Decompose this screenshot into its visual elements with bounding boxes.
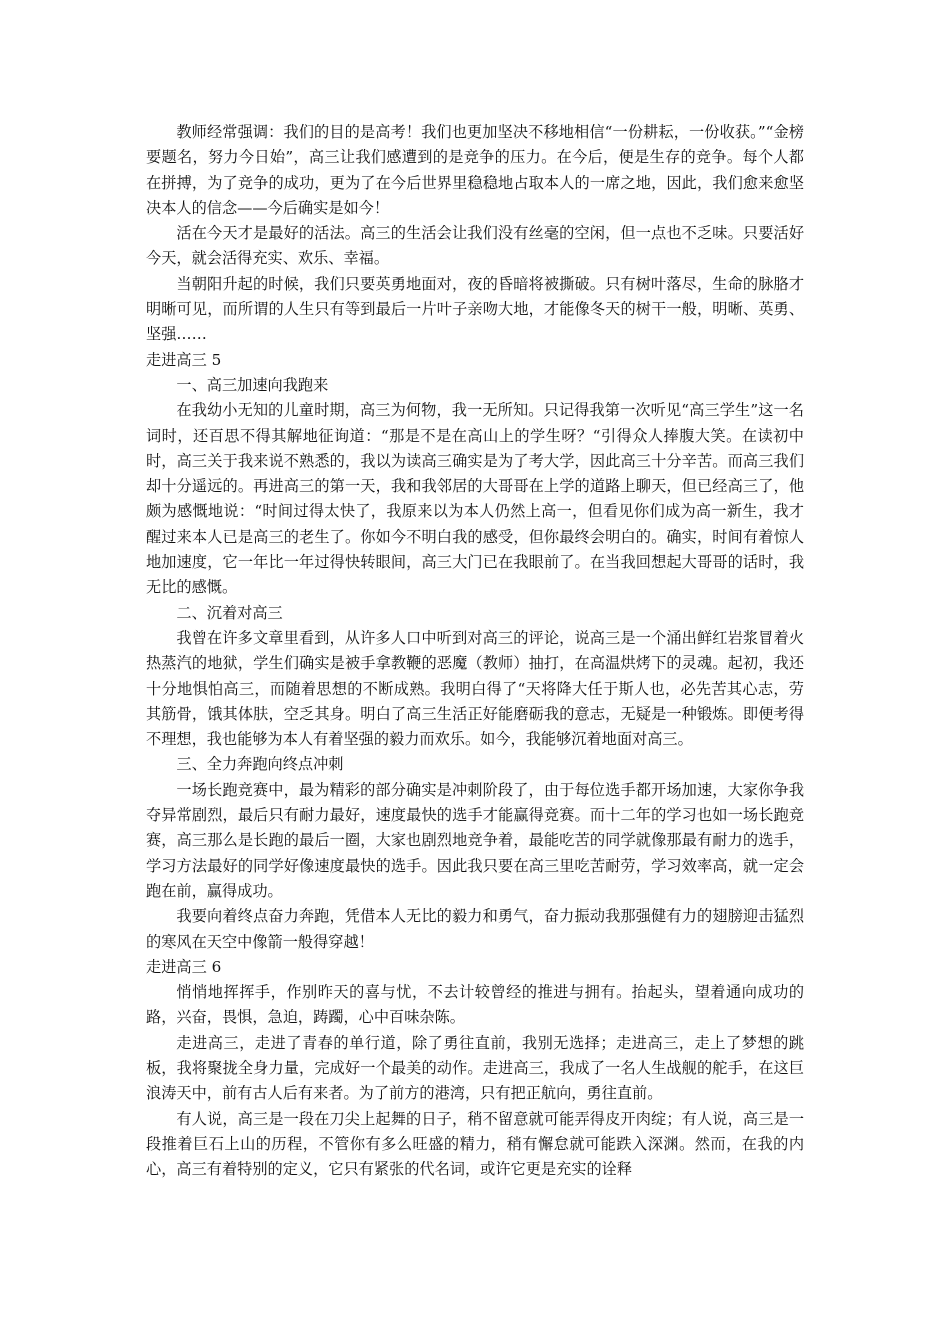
paragraph: 有人说，高三是一段在刀尖上起舞的日子，稍不留意就可能弄得皮开肉绽；有人说，高三是一段推着巨石上山的历程，不管你有多么旺盛的精力，稍有懈怠就可能跌入深渊。然而，在我的内心，高三有着特别的定义，它只有紧张的代名词，或许它更是充实的诠释: [146, 1109, 804, 1179]
paragraph: 活在今天才是最好的活法。高三的生活会让我们没有丝毫的空闲，但一点也不乏味。只要活好今天，就会活得充实、欢乐、幸福。: [146, 224, 804, 268]
section-heading: 走进高三 5: [146, 350, 222, 369]
subsection-heading: 三、全力奔跑向终点冲刺: [176, 755, 344, 774]
paragraph: 走进高三，走进了青春的单行道，除了勇往直前，我别无选择；走进高三，走上了梦想的跳板，我将聚拢全身力量，完成好一个最美的动作。走进高三，我成了一名人生战舰的舵手，在这巨浪涛天中，前有古人后有来者。为了前方的港湾，只有把正航向，勇往直前。: [146, 1033, 804, 1103]
section-heading: 走进高三 6: [146, 957, 222, 976]
subsection-heading: 二、沉着对高三: [176, 603, 283, 622]
paragraph: 悄悄地挥挥手，作别昨天的喜与忧，不去计较曾经的推进与拥有。抬起头，望着通向成功的路，兴奋，畏惧，急迫，踌躅，心中百味杂陈。: [146, 983, 804, 1027]
paragraph: 一场长跑竞赛中，最为精彩的部分确实是冲刺阶段了，由于每位选手都开场加速，大家你争我夺异常剧烈，最后只有耐力最好，速度最快的选手才能赢得竞赛。而十二年的学习也如一场长跑竞赛，高三那么是长跑的最后一圈，大家也剧烈地竞争着，最能吃苦的同学就像那最有耐力的选手，学习方法最好的同学好像速度最快的选手。因此我只要在高三里吃苦耐劳，学习效率高，就一定会跑在前，赢得成功。: [146, 780, 804, 900]
paragraph: 当朝阳升起的时候，我们只要英勇地面对，夜的昏暗将被撕破。只有树叶落尽，生命的脉胳才明晰可见，而所谓的人生只有等到最后一片叶子亲吻大地，才能像冬天的树干一般，明晰、英勇、坚强……: [146, 274, 804, 344]
paragraph: 我曾在许多文章里看到，从许多人口中听到对高三的评论，说高三是一个涌出鲜红岩浆冒着火热蒸汽的地狱，学生们确实是被手拿教鞭的恶魔（教师）抽打，在高温烘烤下的灵魂。起初，我还十分地惧怕高三，而随着思想的不断成熟。我明白得了“天将降大任于斯人也，必先苦其心志，劳其筋骨，饿其体肤，空乏其身。明白了高三生活正好能磨砺我的意志，无疑是一种锻炼。即便考得不理想，我也能够为本人有着坚强的毅力而欢乐。如今，我能够沉着地面对高三。: [146, 628, 804, 749]
document-page: [146, 120, 804, 1182]
subsection-heading: 一、高三加速向我跑来: [176, 375, 329, 394]
paragraph: 我要向着终点奋力奔跑，凭借本人无比的毅力和勇气，奋力振动我那强健有力的翅膀迎击猛烈的寒风在天空中像箭一般得穿越！: [146, 907, 804, 951]
paragraph: 教师经常强调：我们的目的是高考！我们也更加坚决不移地相信“一份耕耘，一份收获。”“金榜要题名，努力今日始”，高三让我们感遭到的是竞争的压力。在今后，便是生存的竞争。每个人都在拼搏，为了竞争的成功，更为了在今后世界里稳稳地占取本人的一席之地，因此，我们愈来愈坚决本人的信念——今后确实是如今！: [146, 123, 804, 217]
paragraph: 在我幼小无知的儿童时期，高三为何物，我一无所知。只记得我第一次听见“高三学生”这一名词时，还百思不得其解地征询道：“那是不是在高山上的学生呀？“引得众人捧腹大笑。在读初中时，高三关于我来说不熟悉的，我以为读高三确实是为了考大学，因此高三十分辛苦。而高三我们却十分遥远的。再进高三的第一天，我和我邻居的大哥哥在上学的道路上聊天，但已经高三了，他颇为感慨地说：“时间过得太快了，我原来以为本人仍然上高一，但看见你们成为高一新生，我才醒过来本人已是高三的老生了。你如今不明白我的感受，但你最终会明白的。确实，时间有着惊人地加速度，它一年比一年过得快转眼间，高三大门已在我眼前了。在当我回想起大哥哥的话时，我无比的感慨。: [146, 401, 804, 597]
